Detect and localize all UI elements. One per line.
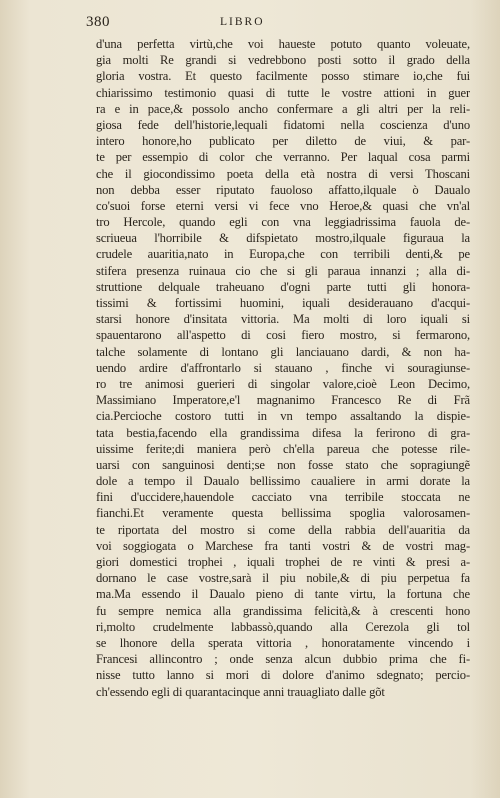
text-line: giori domestici trophei , iquali trophei de re vinti & presi a-	[96, 555, 470, 569]
page-header	[0, 0, 500, 36]
text-line: ra e in pace,& possolo ancho confermare a gli altri per la reli-	[96, 101, 470, 116]
text-line: fini d'uccidere,hauendole cacciato vna terribile stoccata ne	[96, 490, 470, 505]
text-line: Massimiano Imperatore,e'l magnanimo Francesco Re di Frã	[96, 393, 470, 408]
text-line: co'suoi forse eterni versi vi fece vno Heroe,& quasi che vn'al	[96, 198, 470, 213]
text-line: ma.Ma essendo il Daualo pieno di tante virtu, la fortuna che	[96, 587, 470, 602]
text-line: starsi honore d'insitata vittoria. Ma molti di loro iquali si	[96, 312, 470, 327]
text-line: talche solamente di lontano gli lanciauano dardi, & non ha-	[96, 344, 470, 359]
text-line: giosa fede dell'historie,lequali fidatomi nella coscienza d'uno	[96, 117, 470, 132]
running-head: LIBRO	[220, 16, 265, 28]
text-line: stifera presenza ruinaua cio che si gli paraua innanzi ; alla di-	[96, 263, 470, 278]
text-line: cia.Percioche costoro tutti in vn tempo assaltando la dispie-	[96, 409, 470, 424]
text-line: uissime ferite;di maniera però ch'ella pareua che potesse rile-	[96, 441, 470, 456]
text-line: gloria vostra. Et questo facilmente posso stimare io,che fui	[96, 69, 470, 84]
text-line: spauentarono all'aspetto di cosi fiero mostro, si fermarono,	[96, 328, 470, 343]
text-line: gia molti Re grandi si vedrebbono posti sotto il grado della	[96, 53, 470, 68]
text-line: tata bestia,facendo ella grandissima difesa la ferirono di gra-	[96, 425, 470, 440]
text-line: fianchi.Et veramente questa bellissima spoglia valorosamen-	[96, 506, 470, 521]
text-line: uarsi con sanguinosi denti;se non fosse stato che sopragiungẽ	[96, 457, 470, 472]
page-number: 380	[86, 14, 110, 30]
text-line: voi soggiogata o Marchese fra tanti vostri & de vostri mag-	[96, 538, 470, 553]
text-line: dornano le case vostre,sarà il piu nobile,& di piu perpetua fa	[96, 571, 470, 586]
text-line: te riportata del mostro si come della rabbia dell'auaritia da	[96, 522, 470, 537]
text-line: ch'essendo egli di quarantacinque anni trauagliato dalle gõt	[96, 684, 385, 699]
text-line: uendo ardire d'affrontarlo si stauano , finche vi souragiunse-	[96, 360, 470, 375]
text-line: chiarissimo testimonio quasi di tutte le vostre attioni in guer	[96, 85, 470, 100]
text-line: intero honore,ho publicato per diletto de viui, & par-	[96, 134, 470, 149]
text-line: che il giocondissimo poeta della età nostra di versi Thoscani	[96, 166, 470, 181]
text-line: nisse tutto lanno si mori di dolore d'animo sdegnato; percio-	[96, 668, 470, 683]
text-line: ro tre animosi guerieri di singolar valore,cioè Leon Decimo,	[96, 376, 470, 391]
text-line: dole a tempo il Daualo bellissimo caualiere in armi dorate la	[96, 474, 470, 489]
text-line: non debba esser riputato fauoloso affatto,ilquale ò Daualo	[96, 182, 470, 197]
text-line: Francesi allincontro ; onde senza alcun dubbio prima che fi-	[96, 652, 470, 667]
text-line: te per essempio di color che verranno. Per laqual cosa parmi	[96, 150, 470, 165]
text-line: ri,molto crudelmente labbassò,quando alla Cerezola gli tol	[96, 619, 470, 634]
text-line: se lhonore della sperata vittoria , honoratamente vincendo i	[96, 635, 470, 650]
text-line: d'una perfetta virtù,che voi haueste potuto quanto voleuate,	[96, 37, 470, 51]
text-line: struttione delquale traheuano d'ogni parte tutti gli honora-	[96, 279, 470, 294]
text-line: scriueua l'horribile & difspietato mostro,ilquale figuraua la	[96, 231, 470, 246]
text-line: crudele auaritia,nato in Europa,che con terribili denti,& pe	[96, 247, 470, 262]
text-line: tro Hercole, quando egli con vna leggiadrissima fauola de-	[96, 215, 470, 230]
text-line: tissimi & fortissimi huomini, iquali desiderauano d'acqui-	[96, 296, 470, 310]
text-body	[96, 36, 470, 700]
text-line: fu sempre nemica alla grandissima felicità,& à crescenti hono	[96, 603, 470, 618]
